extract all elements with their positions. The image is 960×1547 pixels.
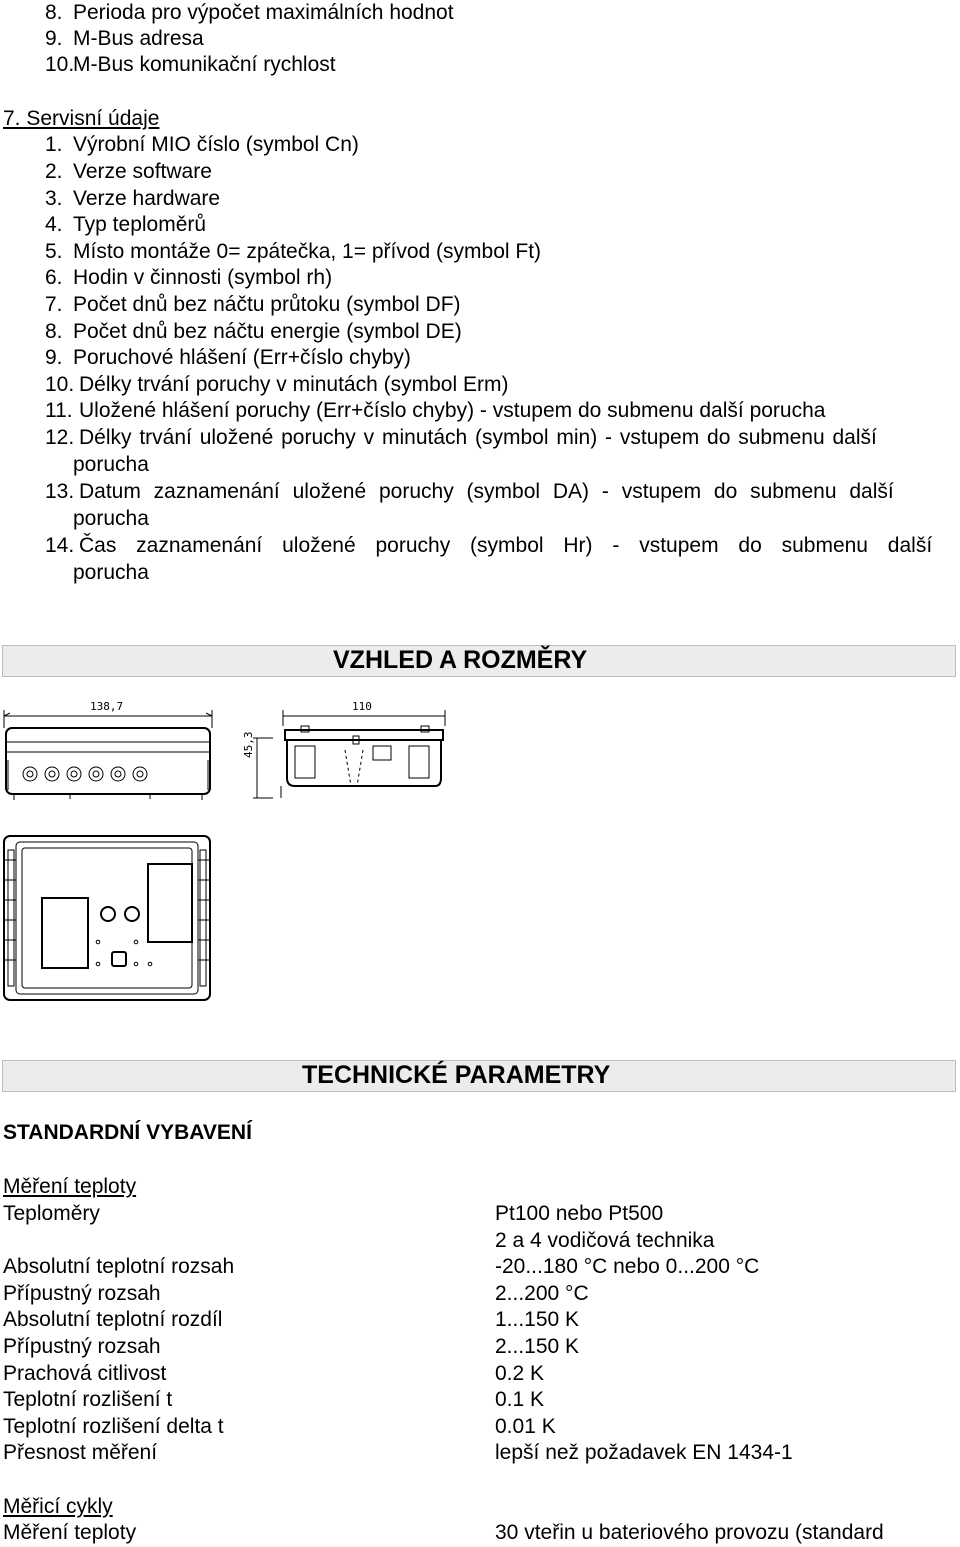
list-text: Počet dnů bez náčtu energie (symbol DE)	[73, 320, 462, 343]
param-label: Přípustný rozsah	[3, 1282, 161, 1305]
list-number: 8.	[45, 320, 63, 343]
list-number: 9.	[45, 27, 63, 50]
list-number: 10.	[45, 53, 75, 76]
section-heading-vzhled: VZHLED A ROZMĚRY	[333, 646, 588, 674]
list-text: Verze software	[73, 160, 212, 183]
dimension-label-side-height: 45,3	[242, 731, 255, 758]
device-side-drawing	[245, 700, 465, 805]
group-title-cycles: Měřicí cykly	[3, 1495, 113, 1518]
list-number: 7.	[45, 293, 63, 316]
device-front-drawing	[0, 700, 240, 805]
list-text: Počet dnů bez náčtu průtoku (symbol DF)	[73, 293, 461, 316]
param-value: 2...200 °C	[495, 1282, 589, 1305]
list-text: Výrobní MIO číslo (symbol Cn)	[73, 133, 359, 156]
param-label: Prachová citlivost	[3, 1362, 167, 1385]
list-number: 9.	[45, 346, 63, 369]
list-text: Uložené hlášení poruchy (Err+číslo chyby) - vstupem do submenu další porucha	[79, 399, 826, 422]
list-number: 8.	[45, 1, 63, 24]
list-number: 3.	[45, 187, 63, 210]
list-number: 14.	[45, 534, 75, 557]
list-text: M-Bus komunikační rychlost	[73, 53, 336, 76]
list-text: Datum zaznamenání uložené poruchy (symbol DA) - vstupem do submenu další	[79, 480, 894, 503]
list-number: 10.	[45, 373, 75, 396]
param-label: Teploměry	[3, 1202, 100, 1225]
param-value: 2 a 4 vodičová technika	[495, 1229, 715, 1252]
param-label: Absolutní teplotní rozdíl	[3, 1308, 223, 1331]
list-text: Čas zaznamenání uložené poruchy (symbol Hr) - vstupem do submenu další	[79, 534, 933, 557]
list-text: Typ teploměrů	[73, 213, 207, 236]
list-text: Verze hardware	[73, 187, 221, 210]
param-value: 0.1 K	[495, 1388, 545, 1411]
list-text: Délky trvání uložené poruchy v minutách (symbol min) - vstupem do submenu další	[79, 426, 877, 449]
param-value: 0.2 K	[495, 1362, 545, 1385]
param-value: 1...150 K	[495, 1308, 580, 1331]
list-number: 6.	[45, 266, 63, 289]
section-title-servisni-udaje: 7. Servisní údaje	[3, 107, 160, 130]
param-label: Měření teploty	[3, 1521, 137, 1544]
list-text: Hodin v činnosti (symbol rh)	[73, 266, 333, 289]
param-label: Přesnost měření	[3, 1441, 158, 1464]
group-title-temperature: Měření teploty	[3, 1175, 137, 1198]
list-text: Poruchové hlášení (Err+číslo chyby)	[73, 346, 411, 369]
list-text: Perioda pro výpočet maximálních hodnot	[73, 1, 454, 24]
list-text: Délky trvání poruchy v minutách (symbol Erm)	[79, 373, 509, 396]
list-number: 13.	[45, 480, 75, 503]
param-value: lepší než požadavek EN 1434-1	[495, 1441, 793, 1464]
list-text-continued: porucha	[73, 453, 149, 476]
param-label: Teplotní rozlišení t	[3, 1388, 173, 1411]
list-text-continued: porucha	[73, 561, 149, 584]
device-top-drawing	[0, 830, 220, 1005]
param-label: Absolutní teplotní rozsah	[3, 1255, 235, 1278]
list-number: 2.	[45, 160, 63, 183]
param-label: Teplotní rozlišení delta t	[3, 1415, 224, 1438]
param-value: 30 vteřin u bateriového provozu (standard	[495, 1521, 884, 1544]
section-heading-tech: TECHNICKÉ PARAMETRY	[302, 1061, 611, 1089]
list-number: 12.	[45, 426, 75, 449]
list-text-continued: porucha	[73, 507, 149, 530]
list-number: 4.	[45, 213, 63, 236]
param-value: Pt100 nebo Pt500	[495, 1202, 664, 1225]
param-value: -20...180 °C nebo 0...200 °C	[495, 1255, 760, 1278]
param-value: 2...150 K	[495, 1335, 580, 1358]
param-label: Přípustný rozsah	[3, 1335, 161, 1358]
list-number: 1.	[45, 133, 63, 156]
list-number: 5.	[45, 240, 63, 263]
list-number: 11.	[45, 399, 73, 422]
param-value: 0.01 K	[495, 1415, 556, 1438]
list-text: M-Bus adresa	[73, 27, 204, 50]
dimension-label-front-width: 138,7	[90, 700, 124, 713]
dimension-label-side-width: 110	[352, 700, 372, 713]
subheading-standard: STANDARDNÍ VYBAVENÍ	[3, 1121, 252, 1144]
list-text: Místo montáže 0= zpátečka, 1= přívod (symbol Ft)	[73, 240, 542, 263]
